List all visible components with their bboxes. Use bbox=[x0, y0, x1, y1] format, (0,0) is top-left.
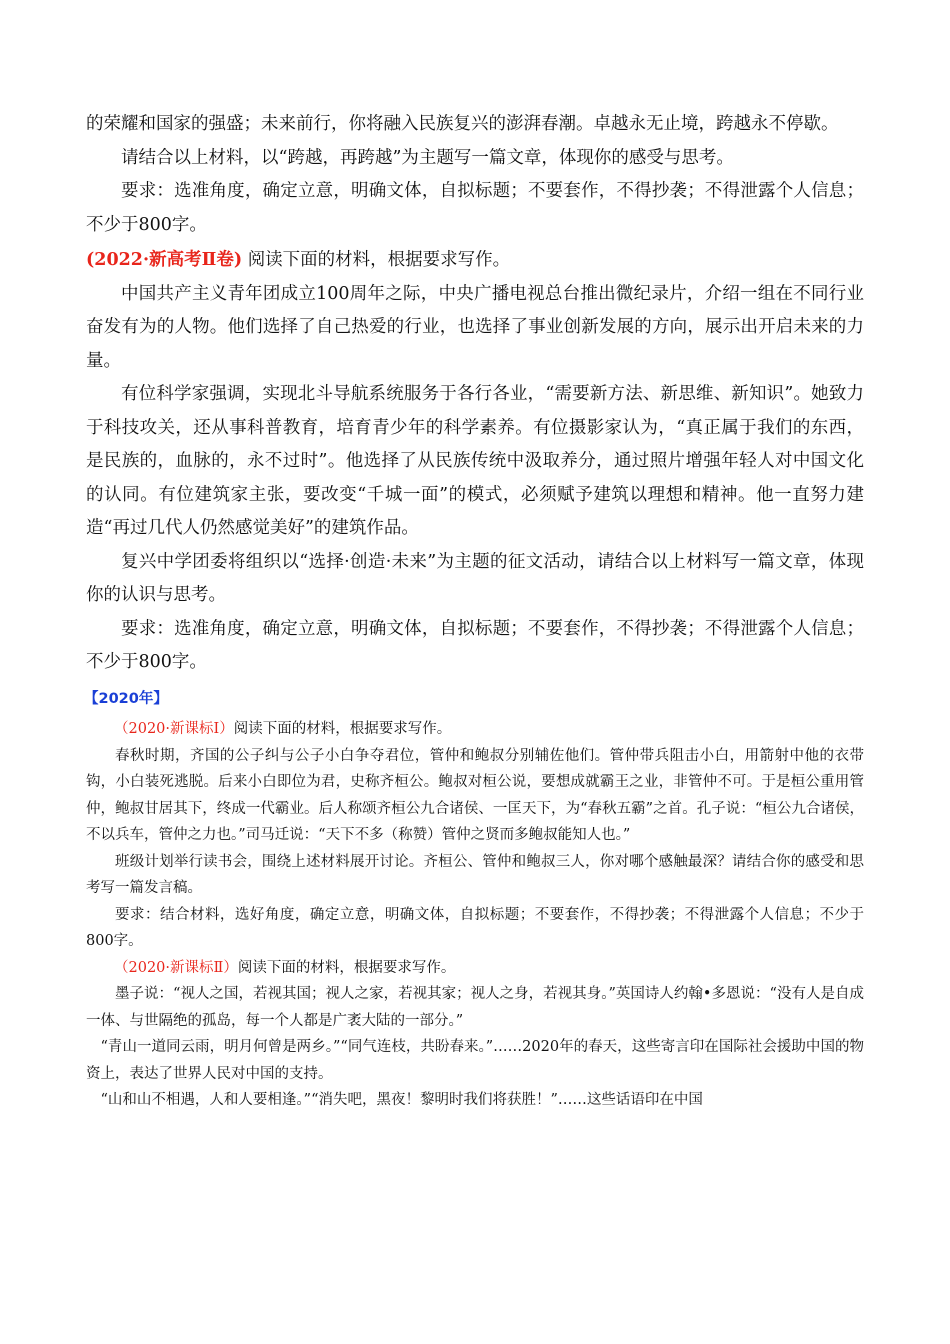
material-2020-2-paragraph-1: 墨子说：“视人之国，若视其国；视人之家，若视其家；视人之身，若视其身。”英国诗人约翰•多恩说：“没有人是自成一体、与世隔绝的孤岛，每一个人都是广袤大陆的一部分。” bbox=[86, 986, 864, 1029]
question-prompt-2020-2: 阅读下面的材料，根据要求写作。 bbox=[237, 959, 456, 976]
essay-requirements: 要求：选准角度，确定立意，明确文体，自拟标题；不要套作，不得抄袭；不得泄露个人信息；不少于800字。 bbox=[86, 181, 864, 235]
question-header-2020-1 bbox=[86, 716, 864, 743]
material-paragraph-3: 复兴中学团委将组织以“选择·创造·未来”为主题的征文活动，请结合以上材料写一篇文章，体现你的认识与思考。 bbox=[86, 551, 864, 605]
question-header-2020-2 bbox=[86, 955, 864, 982]
material-2020-2-paragraph-2: “青山一道同云雨，明月何曾是两乡。”“同气连枝，共盼春来。”……2020年的春天，这些寄言印在国际社会援助中国的物资上，表达了世界人民对中国的支持。 bbox=[86, 1039, 864, 1082]
material-paragraph-1: 中国共产主义青年团成立100周年之际，中央广播电视总台推出微纪录片，介绍一组在不同行业奋发有为的人物。他们选择了自己热爱的行业，也选择了事业创新发展的方向，展示出开启未来的力量。 bbox=[86, 283, 864, 371]
requirements-2020-1: 要求：结合材料，选好角度，确定立意，明确文体，自拟标题；不要套作，不得抄袭；不得泄露个人信息；不少于800字。 bbox=[86, 906, 864, 949]
material-2020-1-paragraph-2: 班级计划举行读书会，围绕上述材料展开讨论。齐桓公、管仲和鲍叔三人，你对哪个感触最深？请结合你的感受和思考写一篇发言稿。 bbox=[86, 853, 864, 896]
material-paragraph-2: 有位科学家强调，实现北斗导航系统服务于各行各业，“需要新方法、新思维、新知识”。她致力于科技攻关，还从事科普教育，培育青少年的科学素养。有位摄影家认为，“真正属于我们的东西，是民族的，血脉的，永不过时”。他选择了从民族传统中汲取养分，通过照片增强年轻人对中国文化的认同。有位建筑家主张，要改变“千城一面”的模式，必须赋予建筑以理想和精神。他一直努力建造“再过几代人仍然感觉美好”的建筑作品。 bbox=[86, 384, 864, 538]
question-header-2022 bbox=[86, 244, 864, 278]
material-2020-1-paragraph-1: 春秋时期，齐国的公子纠与公子小白争夺君位，管仲和鲍叔分别辅佐他们。管仲带兵阻击小白，用箭射中他的衣带钩，小白装死逃脱。后来小白即位为君，史称齐桓公。鲍叔对桓公说，要想成就霸王之业，非管仲不可。于是桓公重用管仲，鲍叔甘居其下，终成一代霸业。后人称颂齐桓公九合诸侯、一匡天下，为“春秋五霸”之首。孔子说：“桓公九合诸侯，不以兵车，管仲之力也。”司马迁说：“天下不多（称赞）管仲之贤而多鲍叔能知人也。” bbox=[86, 747, 864, 843]
question-prompt-2022: 阅读下面的材料，根据要求写作。 bbox=[247, 250, 511, 270]
paragraph-continuation: 的荣耀和国家的强盛；未来前行，你将融入民族复兴的澎湃春潮。卓越永无止境，跨越永不停歇。 bbox=[86, 114, 839, 134]
essay-instruction: 请结合以上材料，以“跨越，再跨越”为主题写一篇文章，体现你的感受与思考。 bbox=[121, 147, 734, 168]
document-page bbox=[86, 108, 864, 1114]
year-heading-2020: 【2020年】 bbox=[84, 690, 168, 707]
question-prompt-2020-1: 阅读下面的材料，根据要求写作。 bbox=[233, 721, 452, 737]
source-tag-2022: (2022·新高考Ⅱ卷) bbox=[86, 250, 243, 270]
source-tag-2020-1: （2020·新课标Ⅰ） bbox=[114, 721, 234, 737]
material-2020-2-paragraph-3: “山和山不相遇，人和人要相逢。”“消失吧，黑夜！黎明时我们将获胜！”……这些话语印在中国 bbox=[100, 1092, 703, 1108]
requirements-2022: 要求：选准角度，确定立意，明确文体，自拟标题；不要套作，不得抄袭；不得泄露个人信息；不少于800字。 bbox=[86, 618, 864, 672]
source-tag-2020-2: （2020·新课标Ⅱ） bbox=[114, 959, 238, 976]
